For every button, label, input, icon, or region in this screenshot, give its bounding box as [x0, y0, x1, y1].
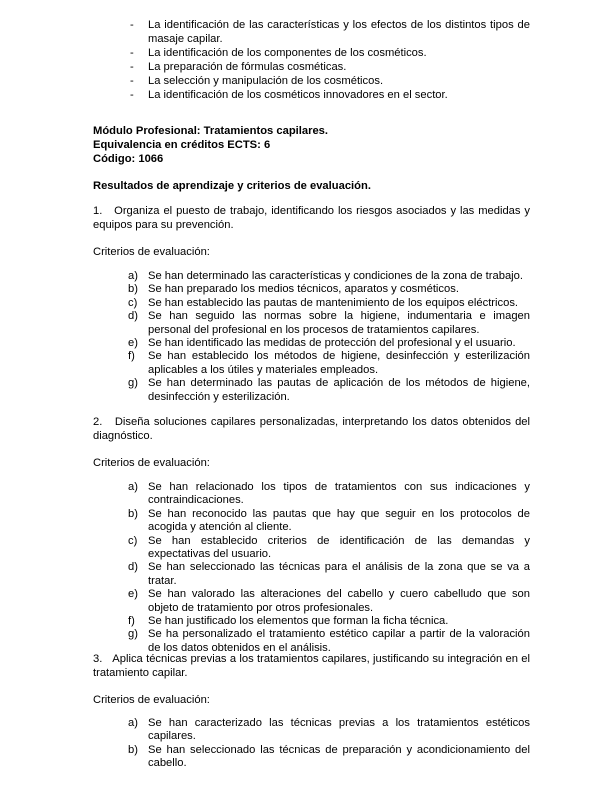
list-item: a) Se han determinado las características y condiciones de la zona de trabajo.: [128, 270, 523, 282]
list-item: - La identificación de los componentes de los cosméticos.: [130, 47, 427, 59]
item-letter: c): [128, 296, 138, 309]
dash-bullet: -: [130, 19, 134, 31]
item-letter: b): [128, 743, 138, 756]
item-letter: b): [128, 283, 138, 296]
list-item: d) Se han seguido las normas sobre la higiene, indumentaria e imagen personal del profesional en los procesos de tratamientos capilares.: [128, 310, 530, 336]
result-3: [93, 653, 530, 680]
list-item: - La identificación de los cosméticos innovadores en el sector.: [130, 89, 448, 101]
result-text: Diseña soluciones capilares personalizadas, interpretando los datos obtenidos del diagnóstico.: [93, 416, 531, 442]
list-item: - La preparación de fórmulas cosméticas.: [130, 61, 347, 73]
dash-bullet: -: [130, 61, 134, 73]
criteria-list-1: [128, 270, 530, 404]
list-item: f) Se han establecido los métodos de higiene, desinfección y esterilización aplicables a los útiles y materiales empleados.: [128, 350, 530, 376]
result-text: Aplica técnicas previas a los tratamientos capilares, justificando su integración en el tratamiento capilar.: [93, 653, 530, 679]
list-item: g) Se ha personalizado el tratamiento estético capilar a partir de la valoración de los datos obtenidos en el análisis.: [128, 628, 530, 654]
list-item: e) Se han identificado las medidas de protección del profesional y el usuario.: [128, 337, 516, 350]
list-item: a) Se han caracterizado las técnicas previas a los tratamientos estéticos capilares.: [128, 717, 530, 743]
criteria-label: Criterios de evaluación:: [93, 246, 210, 258]
list-item: g) Se han determinado las pautas de aplicación de los métodos de higiene, desinfección y esterilización.: [128, 377, 530, 403]
item-letter: d): [128, 561, 138, 574]
result-1: [93, 205, 530, 232]
dash-bullet: -: [130, 75, 134, 87]
list-item: e) Se han valorado las alteraciones del cabello y cuero cabelludo que son objeto de tratamiento por otros profesionales.: [128, 588, 530, 614]
list-item: c) Se han establecido las pautas de mantenimiento de los equipos eléctricos.: [128, 296, 519, 309]
list-item: c) Se han establecido criterios de identificación de las demandas y expectativas del usuario.: [128, 534, 530, 561]
results-heading: Resultados de aprendizaje y criterios de evaluación.: [93, 180, 371, 192]
criteria-list-3: [128, 717, 530, 771]
result-number: 2.: [93, 416, 103, 428]
dash-bullet: -: [130, 89, 134, 101]
module-code: Código: 1066: [93, 153, 164, 165]
list-item: a) Se han relacionado los tipos de tratamientos con sus indicaciones y contraindicaciones.: [128, 481, 530, 507]
result-2: [93, 416, 530, 443]
result-number: 1.: [93, 205, 103, 217]
item-letter: a): [128, 481, 138, 493]
list-item: b) Se han seleccionado las técnicas de preparación y acondicionamiento del cabello.: [128, 743, 530, 770]
item-letter: c): [128, 534, 138, 547]
list-item: b) Se han reconocido las pautas que hay que seguir en los protocolos de acogida y atención al cliente.: [128, 507, 530, 534]
list-item: d) Se han seleccionado las técnicas para el análisis de la zona que se va a tratar.: [128, 561, 530, 587]
criteria-list-2: [128, 481, 530, 655]
item-letter: e): [128, 588, 138, 601]
module-ects: Equivalencia en créditos ECTS: 6: [93, 139, 271, 151]
list-item: b) Se han preparado los medios técnicos, aparatos y cosméticos.: [128, 283, 459, 296]
item-letter: d): [128, 310, 138, 323]
item-letter: g): [128, 628, 138, 641]
item-letter: f): [128, 615, 135, 628]
result-number: 3.: [93, 653, 103, 665]
item-letter: a): [128, 270, 138, 282]
criteria-label: Criterios de evaluación:: [93, 694, 210, 706]
intro-list: [130, 18, 530, 102]
item-letter: f): [128, 350, 135, 363]
list-item: - La identificación de las características y los efectos de los distintos tipos de masaje capilar.: [130, 19, 530, 45]
list-item: f) Se han justificado los elementos que forman la ficha técnica.: [128, 615, 449, 628]
item-letter: a): [128, 717, 138, 729]
module-title: Módulo Profesional: Tratamientos capilares.: [93, 125, 328, 137]
result-text: Organiza el puesto de trabajo, identificando los riesgos asociados y las medidas y equipos para su prevención.: [93, 205, 531, 231]
dash-bullet: -: [130, 47, 134, 59]
item-letter: b): [128, 507, 138, 520]
item-letter: g): [128, 377, 138, 390]
item-letter: e): [128, 337, 138, 350]
list-item: - La selección y manipulación de los cosméticos.: [130, 75, 384, 87]
criteria-label: Criterios de evaluación:: [93, 457, 210, 469]
